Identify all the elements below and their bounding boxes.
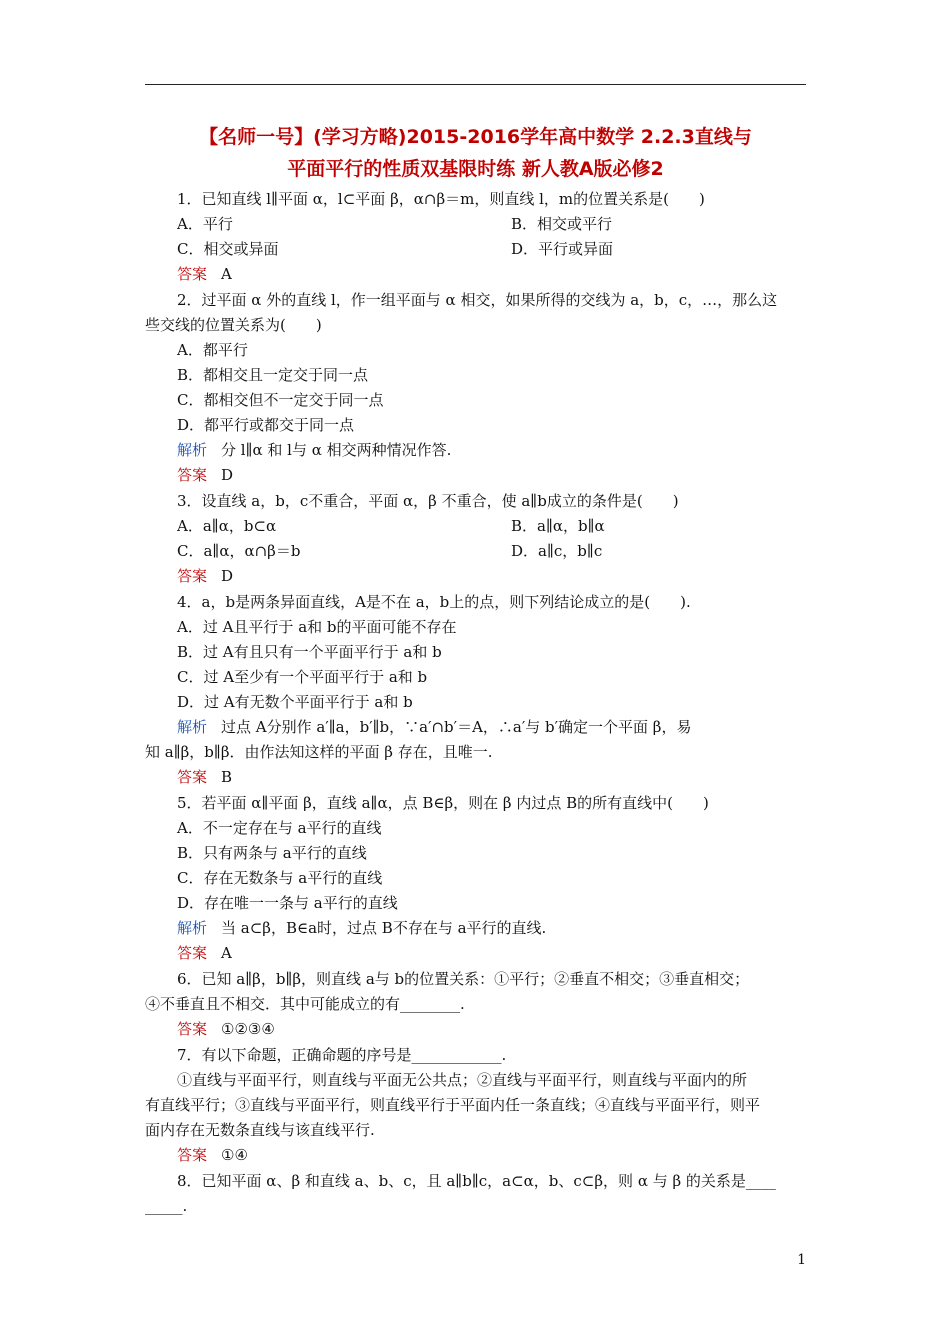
document-title-line2: 平面平行的性质双基限时练 新人教A版必修2 [287,158,664,180]
text-line: A．不一定存在与 a平行的直线 [177,819,382,837]
option-left: A．a∥α，b⊂α [177,517,277,535]
text-line: D．都平行或都交于同一点 [177,416,355,434]
answer-text: D [221,466,234,484]
text-line: C．过 A至少有一个平面平行于 a和 b [177,668,428,686]
answer-label: 答案 [177,944,208,962]
answer-text: A [221,265,232,283]
text-line: 6．已知 a∥β，b∥β，则直线 a与 b的位置关系：①平行；②垂直不相交；③垂直相交； [177,970,750,988]
option-left: C．相交或异面 [177,240,279,258]
answer-line [145,463,806,488]
text-line: B．过 A有且只有一个平面平行于 a和 b [177,643,442,661]
answer-label: 答案 [177,265,208,283]
answer-label: 答案 [177,1020,208,1038]
text-line: D．存在唯一一条与 a平行的直线 [177,894,398,912]
option-right: B．相交或平行 [511,215,613,233]
answer-text: D [221,567,234,585]
answer-label: 答案 [177,768,208,786]
text-line: 5．若平面 α∥平面 β，直线 a∥α，点 B∈β，则在 β 内过点 B的所有直线中( ) [177,794,709,812]
explanation-text: 当 a⊂β，B∈a时，过点 B不存在与 a平行的直线. [221,919,547,937]
answer-line [145,765,806,790]
answer-label: 答案 [177,567,208,585]
answer-line [145,1143,806,1168]
option-right: D．平行或异面 [511,240,614,258]
text-line: 8．已知平面 α、β 和直线 a、b、c，且 a∥b∥c，a⊂α，b、c⊂β，则 α 与 β 的关系是____ [177,1172,776,1190]
answer-line [145,941,806,966]
text-line: ④不垂直且不相交．其中可能成立的有________. [145,995,465,1013]
text-line: ①直线与平面平行，则直线与平面无公共点；②直线与平面平行，则直线与平面内的所 [177,1071,748,1089]
explanation-label: 解析 [177,718,208,736]
explanation-line [145,438,806,463]
text-line: 3．设直线 a，b，c不重合，平面 α，β 不重合，使 a∥b成立的条件是( ) [177,492,679,510]
text-line: B．只有两条与 a平行的直线 [177,844,367,862]
answer-label: 答案 [177,466,208,484]
option-right: D．a∥c，b∥c [511,542,603,560]
answer-text: B [221,768,233,786]
text-line: 知 a∥β，b∥β．由作法知这样的平面 β 存在，且唯一. [145,743,493,761]
answer-text: ①②③④ [221,1020,275,1038]
answer-text: ①④ [221,1146,248,1164]
text-line: D．过 A有无数个平面平行于 a和 b [177,693,413,711]
explanation-text: 过点 A分别作 a′∥a，b′∥b，∵a′∩b′＝A，∴a′与 b′确定一个平面 β，易 [221,718,692,736]
text-line: _____. [145,1197,188,1215]
option-left: C．a∥α，α∩β＝b [177,542,301,560]
page-number: 1 [797,1252,806,1268]
explanation-line [145,916,806,941]
text-line: 7．有以下命题，正确命题的序号是____________. [177,1046,507,1064]
text-line: 些交线的位置关系为( ) [145,316,322,334]
answer-line [145,564,806,589]
text-line: 2．过平面 α 外的直线 l，作一组平面与 α 相交，如果所得的交线为 a，b，c，…，那么这 [177,291,778,309]
text-line: 1．已知直线 l∥平面 α，l⊂平面 β，α∩β＝m，则直线 l，m的位置关系是( ) [177,190,705,208]
text-line: C．都相交但不一定交于同一点 [177,391,384,409]
answer-line [145,262,806,287]
option-left: A．平行 [177,215,233,233]
text-line: B．都相交且一定交于同一点 [177,366,369,384]
text-line: A．都平行 [177,341,248,359]
answer-line [145,1017,806,1042]
answer-text: A [221,944,232,962]
document-title-line1: 【名师一号】(学习方略)2015-2016学年高中数学 2.2.3直线与 [199,126,752,148]
header-rule [145,84,806,85]
explanation-line [145,715,806,740]
explanation-text: 分 l∥α 和 l与 α 相交两种情况作答. [221,441,452,459]
text-line: 4．a，b是两条异面直线，A是不在 a，b上的点，则下列结论成立的是( ). [177,593,691,611]
text-line: A．过 A且平行于 a和 b的平面可能不存在 [177,618,457,636]
option-right: B．a∥α，b∥α [511,517,605,535]
text-line: C．存在无数条与 a平行的直线 [177,869,383,887]
answer-label: 答案 [177,1146,208,1164]
explanation-label: 解析 [177,919,208,937]
text-line: 有直线平行；③直线与平面平行，则直线平行于平面内任一条直线；④直线与平面平行，则平 [145,1096,761,1114]
explanation-label: 解析 [177,441,208,459]
text-line: 面内存在无数条直线与该直线平行. [145,1121,375,1139]
